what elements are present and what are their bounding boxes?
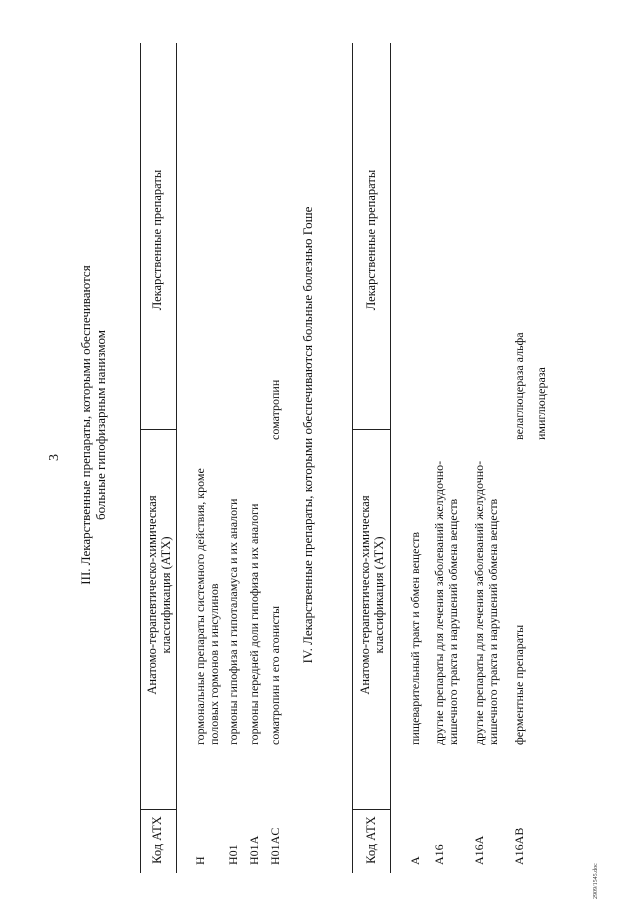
table-row-drug: соматропин — [268, 379, 282, 440]
section3-header-border — [176, 43, 177, 873]
section3-title: III. Лекарственные препараты, которыми обеспечиваются больные гипофизарным нанизмом — [78, 265, 108, 585]
table-row-code: A16 — [432, 844, 446, 865]
table-row-atc: соматропин и его агонисты — [268, 605, 282, 745]
table-row-atc: гормоны гипофиза и гипоталамуса и их аналоги — [226, 498, 240, 745]
page-number: 3 — [47, 454, 62, 461]
table-row-atc: ферментные препараты — [512, 624, 526, 745]
section3-top-border — [140, 43, 141, 873]
section3-header-code: Код АТХ — [150, 816, 164, 864]
table-row-atc: гормоны передней доли гипофиза и их аналоги — [247, 503, 261, 745]
footer-doc-code: 2909/1545.doc — [593, 863, 599, 899]
table-row-atc: гормональные препараты системного действия, кроме половых гормонов и инсулинов — [193, 468, 221, 745]
section3-col-divider-1 — [140, 809, 176, 810]
section3-header-atc: Анатомо-терапевтическо-химическая классификация (АТХ) — [145, 495, 173, 695]
section4-col-divider-2 — [352, 429, 390, 430]
table-row-code: H01AC — [268, 827, 282, 865]
table-row-code: H — [193, 856, 207, 865]
section4-header-code: Код АТХ — [364, 816, 378, 864]
table-row-code: H01A — [247, 835, 261, 865]
table-row-drug: имиглюцераза — [534, 367, 548, 440]
table-row-atc: другие препараты для лечения заболеваний желудочно-кишечного тракта и нарушений обмена веществ — [432, 460, 460, 745]
section4-col-divider-1 — [352, 809, 390, 810]
table-row-code: A — [408, 856, 422, 865]
table-row-code: A16AB — [512, 827, 526, 865]
section4-header-atc: Анатомо-терапевтическо-химическая классификация (АТХ) — [358, 495, 386, 695]
table-row-code: H01 — [226, 844, 240, 865]
table-row-atc: другие препараты для лечения заболеваний желудочно-кишечного тракта и нарушений обмена веществ — [472, 460, 500, 745]
table-row-atc: пищеварительный тракт и обмен веществ — [408, 531, 422, 745]
table-row-code: A16A — [472, 835, 486, 865]
section3-header-drugs: Лекарственные препараты — [150, 169, 164, 311]
section4-header-border — [390, 43, 391, 873]
section4-top-border — [352, 43, 353, 873]
section3-col-divider-2 — [140, 429, 176, 430]
table-row-drug: велаглюцераза альфа — [512, 332, 526, 440]
section4-header-drugs: Лекарственные препараты — [364, 169, 378, 311]
section4-title: IV. Лекарственные препараты, которыми обеспечиваются больные болезнью Гоше — [300, 206, 315, 664]
